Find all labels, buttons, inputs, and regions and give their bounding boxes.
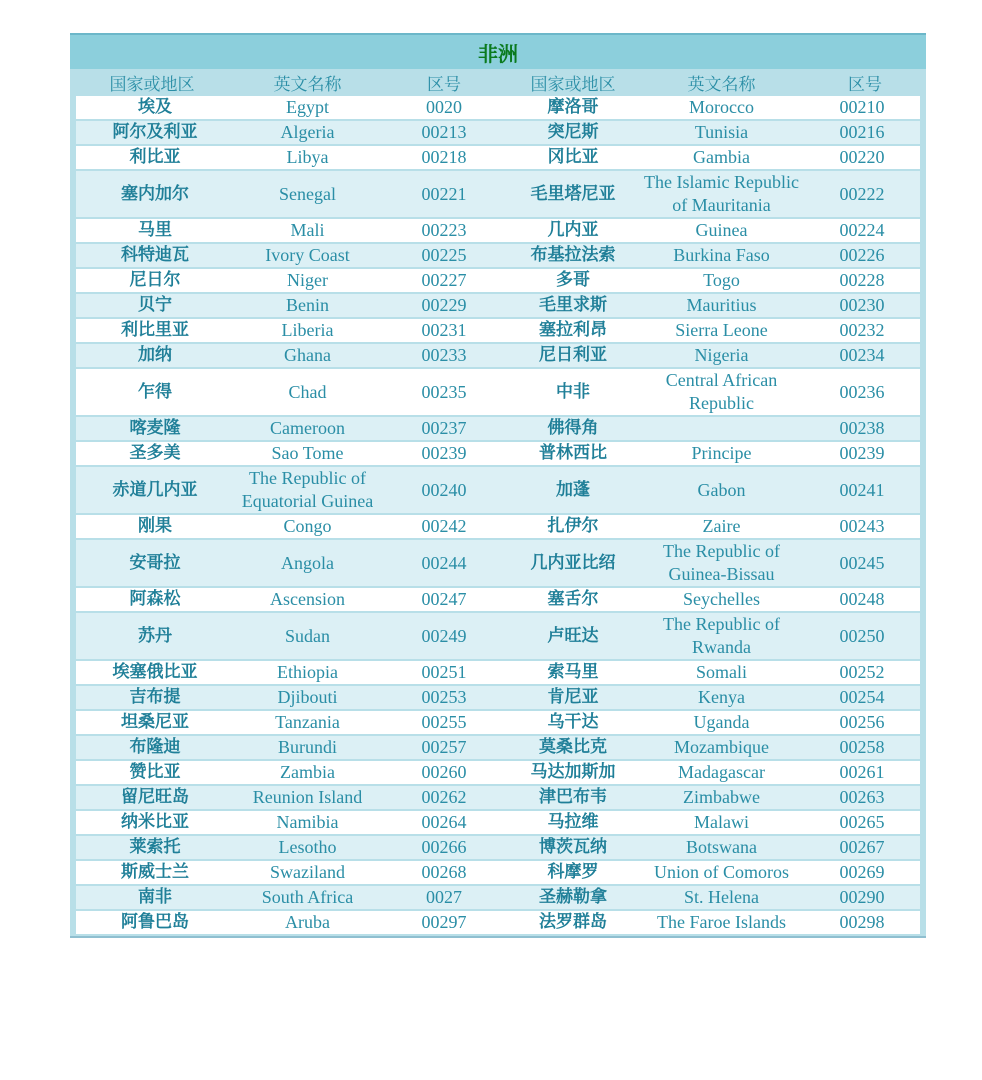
code-cell: 00216 xyxy=(804,121,926,146)
code-cell: 00239 xyxy=(381,442,507,467)
code-cell: 00267 xyxy=(804,836,926,861)
english-name-cell xyxy=(639,417,804,442)
country-cell: 马拉维 xyxy=(507,811,639,836)
country-cell: 毛里塔尼亚 xyxy=(507,171,639,219)
code-cell: 00229 xyxy=(381,294,507,319)
table-row xyxy=(70,269,926,294)
english-name-cell: Ascension xyxy=(234,588,381,613)
code-cell: 00262 xyxy=(381,786,507,811)
english-name-cell: Reunion Island xyxy=(234,786,381,811)
code-cell: 0020 xyxy=(381,96,507,121)
country-cell: 阿尔及利亚 xyxy=(70,121,234,146)
country-cell: 毛里求斯 xyxy=(507,294,639,319)
code-cell: 00245 xyxy=(804,540,926,588)
table-row xyxy=(70,467,926,515)
table-row xyxy=(70,219,926,244)
country-cell: 几内亚 xyxy=(507,219,639,244)
country-cell: 多哥 xyxy=(507,269,639,294)
table-row xyxy=(70,861,926,886)
code-cell: 00254 xyxy=(804,686,926,711)
english-name-cell: Sudan xyxy=(234,613,381,661)
country-cell: 埃塞俄比亚 xyxy=(70,661,234,686)
country-cell: 扎伊尔 xyxy=(507,515,639,540)
english-name-cell: Aruba xyxy=(234,911,381,936)
english-name-cell: Morocco xyxy=(639,96,804,121)
country-cell: 圣赫勒拿 xyxy=(507,886,639,911)
country-cell: 马达加斯加 xyxy=(507,761,639,786)
english-name-cell: Algeria xyxy=(234,121,381,146)
table-title: 非洲 xyxy=(70,33,926,69)
code-cell: 00264 xyxy=(381,811,507,836)
code-cell: 00268 xyxy=(381,861,507,886)
country-cell: 乍得 xyxy=(70,369,234,417)
country-cell: 留尼旺岛 xyxy=(70,786,234,811)
code-cell: 00253 xyxy=(381,686,507,711)
english-name-cell: Principe xyxy=(639,442,804,467)
country-cell: 阿鲁巴岛 xyxy=(70,911,234,936)
table-row xyxy=(70,811,926,836)
table-row xyxy=(70,540,926,588)
english-name-cell: Sierra Leone xyxy=(639,319,804,344)
country-cell: 贝宁 xyxy=(70,294,234,319)
code-cell: 00290 xyxy=(804,886,926,911)
header-row xyxy=(70,69,926,96)
country-cell: 利比亚 xyxy=(70,146,234,171)
country-cell: 埃及 xyxy=(70,96,234,121)
table-row xyxy=(70,686,926,711)
table-row xyxy=(70,711,926,736)
code-cell: 00235 xyxy=(381,369,507,417)
code-cell: 00227 xyxy=(381,269,507,294)
code-cell: 00240 xyxy=(381,467,507,515)
english-name-cell: Zimbabwe xyxy=(639,786,804,811)
country-cell: 莱索托 xyxy=(70,836,234,861)
country-cell: 科摩罗 xyxy=(507,861,639,886)
country-cell: 索马里 xyxy=(507,661,639,686)
country-cell: 阿森松 xyxy=(70,588,234,613)
english-name-cell: Somali xyxy=(639,661,804,686)
english-name-cell: Ethiopia xyxy=(234,661,381,686)
country-cell: 马里 xyxy=(70,219,234,244)
english-name-cell: South Africa xyxy=(234,886,381,911)
country-cell: 博茨瓦纳 xyxy=(507,836,639,861)
english-name-cell: Madagascar xyxy=(639,761,804,786)
table-body xyxy=(70,96,926,936)
table-row xyxy=(70,294,926,319)
code-cell: 00244 xyxy=(381,540,507,588)
country-cell: 苏丹 xyxy=(70,613,234,661)
code-cell: 00220 xyxy=(804,146,926,171)
english-name-cell: Namibia xyxy=(234,811,381,836)
code-cell: 00226 xyxy=(804,244,926,269)
table-row xyxy=(70,836,926,861)
english-name-cell: Burkina Faso xyxy=(639,244,804,269)
english-name-cell: Niger xyxy=(234,269,381,294)
country-cell: 吉布提 xyxy=(70,686,234,711)
english-name-cell: Chad xyxy=(234,369,381,417)
code-cell: 00228 xyxy=(804,269,926,294)
table-row xyxy=(70,319,926,344)
code-cell: 00232 xyxy=(804,319,926,344)
header-code: 区号 xyxy=(804,69,926,96)
country-cell: 冈比亚 xyxy=(507,146,639,171)
header-country: 国家或地区 xyxy=(507,69,639,96)
code-cell: 00218 xyxy=(381,146,507,171)
table-row xyxy=(70,761,926,786)
english-name-cell: Swaziland xyxy=(234,861,381,886)
country-cell: 乌干达 xyxy=(507,711,639,736)
country-cell: 法罗群岛 xyxy=(507,911,639,936)
table-row xyxy=(70,96,926,121)
english-name-cell: Gambia xyxy=(639,146,804,171)
country-cell: 坦桑尼亚 xyxy=(70,711,234,736)
english-name-cell: Angola xyxy=(234,540,381,588)
table-row xyxy=(70,886,926,911)
code-cell: 00224 xyxy=(804,219,926,244)
english-name-cell: Mozambique xyxy=(639,736,804,761)
english-name-cell: The Republic of Equatorial Guinea xyxy=(234,467,381,515)
english-name-cell: Nigeria xyxy=(639,344,804,369)
table-row xyxy=(70,911,926,936)
table-row xyxy=(70,736,926,761)
country-cell: 布隆迪 xyxy=(70,736,234,761)
code-cell: 00248 xyxy=(804,588,926,613)
country-cell: 佛得角 xyxy=(507,417,639,442)
english-name-cell: Sao Tome xyxy=(234,442,381,467)
english-name-cell: Ivory Coast xyxy=(234,244,381,269)
country-cell: 肯尼亚 xyxy=(507,686,639,711)
table-row xyxy=(70,588,926,613)
country-cell: 科特迪瓦 xyxy=(70,244,234,269)
country-cell: 利比里亚 xyxy=(70,319,234,344)
country-cell: 卢旺达 xyxy=(507,613,639,661)
country-cell: 南非 xyxy=(70,886,234,911)
country-cell: 塞拉利昂 xyxy=(507,319,639,344)
english-name-cell: Gabon xyxy=(639,467,804,515)
country-cell: 加纳 xyxy=(70,344,234,369)
code-cell: 00247 xyxy=(381,588,507,613)
country-cell: 摩洛哥 xyxy=(507,96,639,121)
english-name-cell: Mali xyxy=(234,219,381,244)
english-name-cell: The Republic of Rwanda xyxy=(639,613,804,661)
english-name-cell: Zaire xyxy=(639,515,804,540)
english-name-cell: Liberia xyxy=(234,319,381,344)
english-name-cell: Tunisia xyxy=(639,121,804,146)
english-name-cell: Union of Comoros xyxy=(639,861,804,886)
english-name-cell: Ghana xyxy=(234,344,381,369)
country-cell: 几内亚比绍 xyxy=(507,540,639,588)
english-name-cell: The Republic of Guinea-Bissau xyxy=(639,540,804,588)
country-code-table xyxy=(70,69,926,936)
code-cell: 00261 xyxy=(804,761,926,786)
country-cell: 赞比亚 xyxy=(70,761,234,786)
code-cell: 00249 xyxy=(381,613,507,661)
code-cell: 00234 xyxy=(804,344,926,369)
code-cell: 00225 xyxy=(381,244,507,269)
code-cell: 00213 xyxy=(381,121,507,146)
country-cell: 普林西比 xyxy=(507,442,639,467)
english-name-cell: The Islamic Republic of Mauritania xyxy=(639,171,804,219)
english-name-cell: Central African Republic xyxy=(639,369,804,417)
code-cell: 00241 xyxy=(804,467,926,515)
table-row xyxy=(70,786,926,811)
code-cell: 00221 xyxy=(381,171,507,219)
table-row xyxy=(70,442,926,467)
english-name-cell: Botswana xyxy=(639,836,804,861)
english-name-cell: Senegal xyxy=(234,171,381,219)
english-name-cell: Zambia xyxy=(234,761,381,786)
table-row xyxy=(70,613,926,661)
country-cell: 安哥拉 xyxy=(70,540,234,588)
country-cell: 尼日利亚 xyxy=(507,344,639,369)
country-cell: 加蓬 xyxy=(507,467,639,515)
english-name-cell: Cameroon xyxy=(234,417,381,442)
code-cell: 00255 xyxy=(381,711,507,736)
english-name-cell: Lesotho xyxy=(234,836,381,861)
code-cell: 00239 xyxy=(804,442,926,467)
country-cell: 尼日尔 xyxy=(70,269,234,294)
code-cell: 00263 xyxy=(804,786,926,811)
english-name-cell: The Faroe Islands xyxy=(639,911,804,936)
code-cell: 00260 xyxy=(381,761,507,786)
header-code: 区号 xyxy=(381,69,507,96)
table-row xyxy=(70,417,926,442)
english-name-cell: Egypt xyxy=(234,96,381,121)
header-english-name: 英文名称 xyxy=(639,69,804,96)
english-name-cell: Libya xyxy=(234,146,381,171)
country-cell: 塞舌尔 xyxy=(507,588,639,613)
code-cell: 00265 xyxy=(804,811,926,836)
code-cell: 00233 xyxy=(381,344,507,369)
code-cell: 00266 xyxy=(381,836,507,861)
table-row xyxy=(70,369,926,417)
country-cell: 布基拉法索 xyxy=(507,244,639,269)
code-cell: 00252 xyxy=(804,661,926,686)
code-cell: 00269 xyxy=(804,861,926,886)
country-cell: 津巴布韦 xyxy=(507,786,639,811)
english-name-cell: Seychelles xyxy=(639,588,804,613)
country-cell: 圣多美 xyxy=(70,442,234,467)
table-row xyxy=(70,515,926,540)
table-row xyxy=(70,344,926,369)
country-cell: 突尼斯 xyxy=(507,121,639,146)
code-cell: 00223 xyxy=(381,219,507,244)
code-cell: 00298 xyxy=(804,911,926,936)
code-cell: 00256 xyxy=(804,711,926,736)
africa-dialing-code-table xyxy=(70,33,926,938)
header-english-name: 英文名称 xyxy=(234,69,381,96)
code-cell: 00230 xyxy=(804,294,926,319)
code-cell: 00238 xyxy=(804,417,926,442)
code-cell: 00251 xyxy=(381,661,507,686)
code-cell: 00236 xyxy=(804,369,926,417)
english-name-cell: St. Helena xyxy=(639,886,804,911)
country-cell: 中非 xyxy=(507,369,639,417)
code-cell: 00210 xyxy=(804,96,926,121)
country-cell: 刚果 xyxy=(70,515,234,540)
code-cell: 00231 xyxy=(381,319,507,344)
english-name-cell: Tanzania xyxy=(234,711,381,736)
country-cell: 赤道几内亚 xyxy=(70,467,234,515)
country-cell: 斯威士兰 xyxy=(70,861,234,886)
english-name-cell: Djibouti xyxy=(234,686,381,711)
code-cell: 00297 xyxy=(381,911,507,936)
country-cell: 纳米比亚 xyxy=(70,811,234,836)
country-cell: 莫桑比克 xyxy=(507,736,639,761)
english-name-cell: Kenya xyxy=(639,686,804,711)
code-cell: 00250 xyxy=(804,613,926,661)
country-cell: 塞内加尔 xyxy=(70,171,234,219)
english-name-cell: Togo xyxy=(639,269,804,294)
code-cell: 00243 xyxy=(804,515,926,540)
table-row xyxy=(70,171,926,219)
table-row xyxy=(70,146,926,171)
english-name-cell: Burundi xyxy=(234,736,381,761)
code-cell: 00242 xyxy=(381,515,507,540)
code-cell: 00222 xyxy=(804,171,926,219)
code-cell: 00257 xyxy=(381,736,507,761)
english-name-cell: Uganda xyxy=(639,711,804,736)
english-name-cell: Malawi xyxy=(639,811,804,836)
code-cell: 0027 xyxy=(381,886,507,911)
english-name-cell: Congo xyxy=(234,515,381,540)
english-name-cell: Mauritius xyxy=(639,294,804,319)
table-row xyxy=(70,661,926,686)
code-cell: 00237 xyxy=(381,417,507,442)
english-name-cell: Benin xyxy=(234,294,381,319)
header-country: 国家或地区 xyxy=(70,69,234,96)
country-cell: 喀麦隆 xyxy=(70,417,234,442)
code-cell: 00258 xyxy=(804,736,926,761)
table-row xyxy=(70,121,926,146)
english-name-cell: Guinea xyxy=(639,219,804,244)
table-row xyxy=(70,244,926,269)
